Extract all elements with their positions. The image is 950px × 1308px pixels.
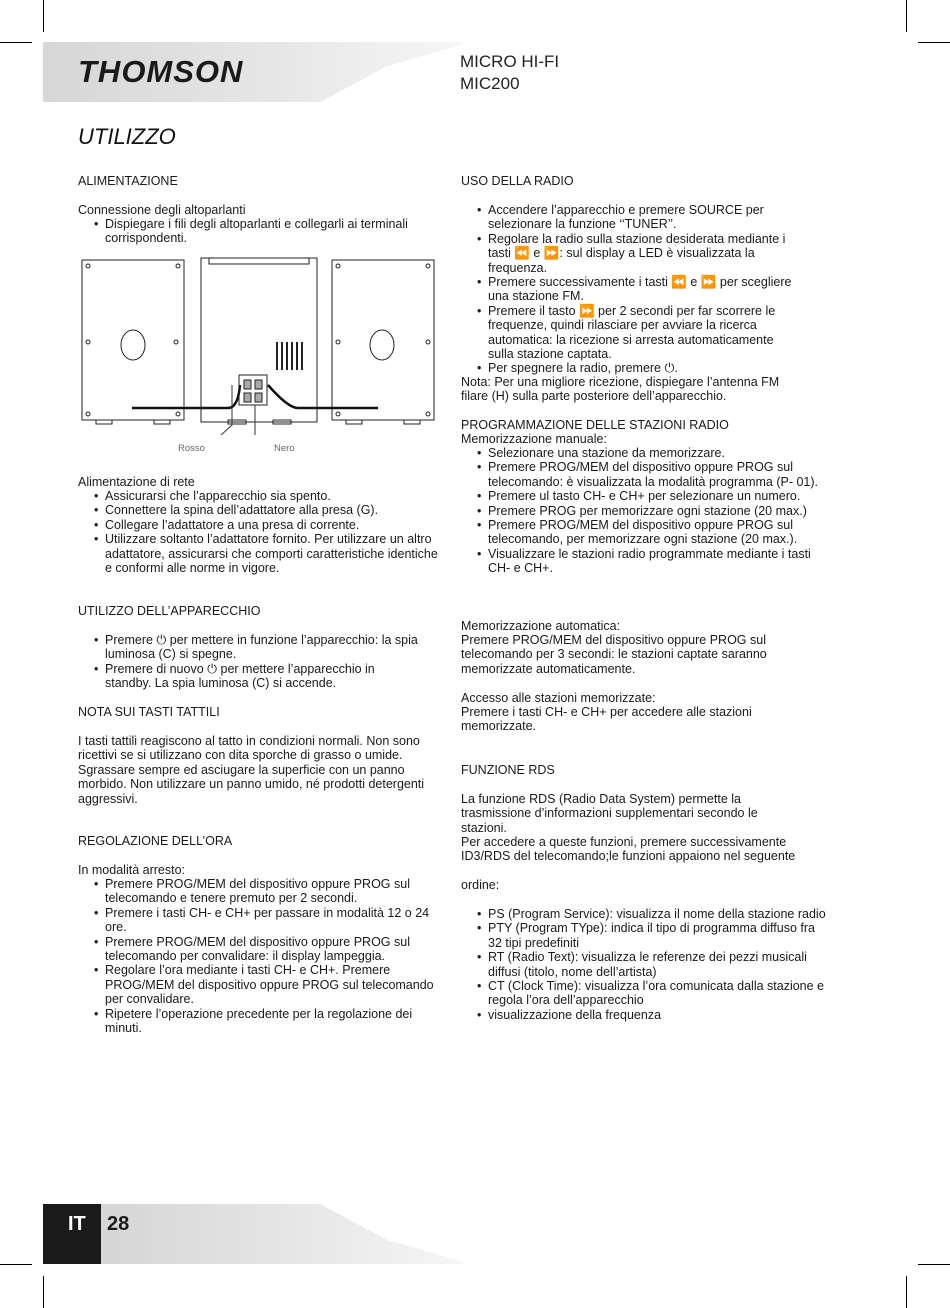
heading-ora: REGOLAZIONE DELL’ORA: [78, 834, 233, 848]
rds-text-2: Per accedere a queste funzioni, premere successivamente ID3/RDS del telecomando;le funzioni appaiono nel seguente: [461, 835, 796, 864]
rds-text-1: La funzione RDS (Radio Data System) permette la trasmissione d’informazioni supplementari secondo le stazioni.: [461, 792, 758, 835]
speaker-terminal: [239, 375, 267, 405]
list-item: • Regolare l’ora mediante i tasti CH- e CH+. Premere PROG/MEM del dispositivo oppure PROG sul telecomando per convalidare.: [78, 963, 438, 1006]
list-item: • Connettere la spina dell’adattatore alla presa (G).: [78, 503, 443, 517]
crop-mark: [906, 1276, 907, 1308]
list-item: • Assicurarsi che l’apparecchio sia spento.: [78, 489, 443, 503]
sub-access: Accesso alle stazioni memorizzate:: [461, 691, 656, 705]
label-red: Rosso: [178, 443, 205, 454]
crop-mark: [43, 0, 44, 32]
speaker-diagram: [78, 255, 440, 435]
heading-nota: NOTA SUI TASTI TATTILI: [78, 705, 220, 719]
list-item: • Premere i tasti CH- e CH+ per passare in modalità 12 o 24 ore.: [78, 906, 438, 935]
list-rete: [78, 489, 443, 575]
list-item: • Premere ul tasto CH- e CH+ per selezionare un numero.: [461, 489, 826, 503]
nota-text: I tasti tattili reagiscono al tatto in condizioni normali. Non sono ricettivi se si utilizzano con dita sporche di grasso o umide. Sgrassare sempre ed asciugare la superficie con un panno morbido. Non utilizzare un panno umido, né prodotti detergenti aggressivi.: [78, 734, 425, 806]
list-item: • CT (Clock Time): visualizza l’ora comunicata dalla stazione e regola l’ora dell’apparecchio: [461, 979, 826, 1008]
list-ora: [78, 877, 438, 1035]
list-item: • Regolare la radio sulla stazione desiderata mediante i tasti ⏪ e ⏩: sul display a LED è visualizzata la frequenza.: [461, 232, 801, 275]
crop-mark: [918, 42, 950, 43]
list-item: • PTY (Program TYpe): indica il tipo di programma diffuso fra 32 tipi predefiniti: [461, 921, 826, 950]
language-badge: IT: [43, 1204, 101, 1264]
list-radio: [461, 203, 801, 376]
sub-ora: In modalità arresto:: [78, 863, 185, 877]
list-item: • Premere di nuovo ⏻ per mettere l’apparecchio in standby. La spia luminosa (C) si accende.: [78, 662, 423, 691]
auto-text: Premere PROG/MEM del dispositivo oppure PROG sul telecomando per 3 secondi: le stazioni captate saranno memorizzate automaticamente.: [461, 633, 767, 676]
list-prog: [461, 446, 826, 576]
heading-prog: PROGRAMMAZIONE DELLE STAZIONI RADIO: [461, 418, 729, 432]
heading-utilizzo: UTILIZZO DELL’APPARECCHIO: [78, 604, 261, 618]
label-black: Nero: [274, 443, 295, 454]
page-number: 28: [107, 1213, 130, 1235]
list-rds: [461, 907, 826, 1022]
list-item: • Premere PROG/MEM del dispositivo oppure PROG sul telecomando per convalidare: il display lampeggia.: [78, 935, 438, 964]
sub-rete: Alimentazione di rete: [78, 475, 195, 489]
list-utilizzo: [78, 633, 423, 691]
list-item: • Dispiegare i fili degli altoparlanti e collegarli ai terminali corrispondenti.: [78, 217, 433, 246]
page-title: UTILIZZO: [78, 124, 176, 149]
list-item: • visualizzazione della frequenza: [461, 1008, 826, 1022]
list-item: • Premere PROG/MEM del dispositivo oppure PROG sul telecomando, per memorizzare ogni stazione (20 max.).: [461, 518, 826, 547]
heading-alimentazione: ALIMENTAZIONE: [78, 174, 178, 188]
list-item: • Per spegnere la radio, premere ⏻.: [461, 361, 801, 375]
brand-logo: THOMSON: [78, 54, 244, 89]
sub-auto: Memorizzazione automatica:: [461, 619, 621, 633]
list-item: • Utilizzare soltanto l’adattatore fornito. Per utilizzare un altro adattatore, assicurarsi che comporti caratteristiche identiche e conformi alle norme in vigore.: [78, 532, 443, 575]
heading-radio: USO DELLA RADIO: [461, 174, 574, 188]
crop-mark: [0, 1264, 32, 1265]
heading-rds: FUNZIONE RDS: [461, 763, 555, 777]
rds-text-3: ordine:: [461, 878, 500, 892]
crop-mark: [906, 0, 907, 32]
crop-mark: [918, 1264, 950, 1265]
sub-manual: Memorizzazione manuale:: [461, 432, 607, 446]
list-altoparlanti: [78, 217, 433, 246]
list-item: • Premere PROG per memorizzare ogni stazione (20 max.): [461, 504, 826, 518]
model-number: MIC200: [460, 74, 520, 93]
list-item: • Visualizzare le stazioni radio programmate mediante i tasti CH- e CH+.: [461, 547, 826, 576]
footer-band: [43, 1204, 463, 1264]
list-item: • Premere PROG/MEM del dispositivo oppure PROG sul telecomando e tenere premuto per 2 secondi.: [78, 877, 438, 906]
list-item: • Accendere l’apparecchio e premere SOURCE per selezionare la funzione ‘‘TUNER’’.: [461, 203, 801, 232]
list-item: • RT (Radio Text): visualizza le referenze dei pezzi musicali diffusi (titolo, nome dell’artista): [461, 950, 826, 979]
list-item: • Selezionare una stazione da memorizzare.: [461, 446, 826, 460]
list-item: • Premere ⏻ per mettere in funzione l’apparecchio: la spia luminosa (C) si spegne.: [78, 633, 423, 662]
crop-mark: [0, 42, 32, 43]
list-item: • Premere successivamente i tasti ⏪ e ⏩ per scegliere una stazione FM.: [461, 275, 801, 304]
left-speaker: [82, 260, 184, 420]
sub-altoparlanti: Connessione degli altoparlanti: [78, 203, 246, 217]
radio-note: Nota: Per una migliore ricezione, dispiegare l’antenna FM filare (H) sulla parte posteriore dell’apparecchio.: [461, 375, 780, 404]
access-text: Premere i tasti CH- e CH+ per accedere alle stazioni memorizzate.: [461, 705, 752, 734]
list-item: • Collegare l’adattatore a una presa di corrente.: [78, 518, 443, 532]
product-line: MICRO HI-FI: [460, 52, 560, 71]
list-item: • Premere PROG/MEM del dispositivo oppure PROG sul telecomando: è visualizzata la modalità programma (P- 01).: [461, 460, 826, 489]
list-item: • Ripetere l’operazione precedente per la regolazione dei minuti.: [78, 1007, 438, 1036]
right-speaker: [332, 260, 434, 420]
list-item: • Premere il tasto ⏩ per 2 secondi per far scorrere le frequenze, quindi rilasciare per avviare la ricerca automatica: la ricezione si arresta automaticamente sulla stazione captata.: [461, 304, 801, 362]
list-item: • PS (Program Service): visualizza il nome della stazione radio: [461, 907, 826, 921]
crop-mark: [43, 1276, 44, 1308]
